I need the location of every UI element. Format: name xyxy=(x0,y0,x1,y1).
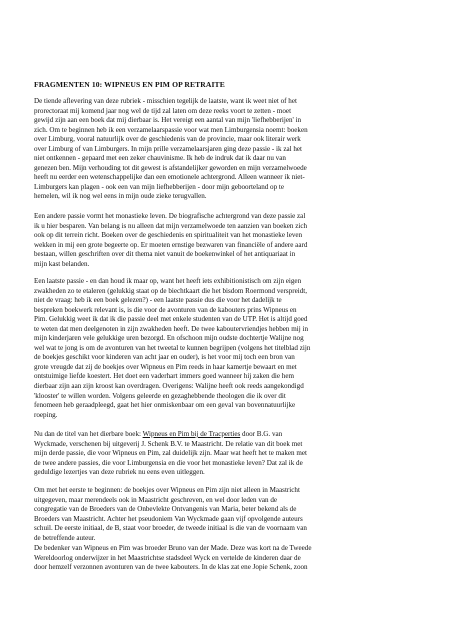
text-line: De bedenker van Wipneus en Pim was broeder Bruno van der Made. Deze was kort na de Tweede xyxy=(34,544,312,552)
text-line: niet de vraag: heb ik een boek gelezen?) - een laatste passie dus die voor het dadelijk te xyxy=(34,296,282,305)
text-line: grote vreugde dat zij de boekjes over Wipneus en Pim reeds in haar kamertje bewaart en met xyxy=(34,362,297,371)
text-line: Wyckmade, verschenen bij uitgeverij J. Schenk B.V. te Maastricht. De relatie van dit boek met xyxy=(34,439,303,448)
text-line: ook op dit terrein richt. Boeken over de geschiedenis en spiritualiteit van het monastieke leven xyxy=(34,231,303,240)
text-line: Een laatste passie - en dan houd ik maar op, want het heeft iets exhibitionistisch om zijn eigen xyxy=(34,277,302,285)
text-line: Pim. Gelukkig weet ik dat ik die passie deel met enkele studenten van de UTP. Het is altijd goed xyxy=(34,315,308,324)
text-line: prorectoraat mij komend jaar nog wel de tijd zal laten om deze reeks voort te zetten - moet xyxy=(34,106,292,115)
text-line: over Limburg of van Limburgers. In mijn prille verzamelaarsjaren ging deze passie - ik zal het xyxy=(34,144,303,153)
text-line: Wereldoorlog onderwijzer in het Maastrichtse stadsdeel Wyck en vertelde de kinderen daar de xyxy=(34,553,301,562)
text-line: niet ontkennen - gepaard met een zeker chauvinisme. Ik heb de indruk dat ik daar nu van xyxy=(34,154,286,163)
text-line: heeft nu eerder een wetenschappelijke dan een emotionele achtergrond. Alleen wanneer ik niet- xyxy=(34,173,305,182)
text-line: Broeders van Maastricht. Achter het pseudoniem Van Wyckmade gaan vijf opvolgende auteurs xyxy=(34,514,303,523)
text-line: Een andere passie vormt het monastieke leven. De biografische achtergrond van deze passie zal xyxy=(34,212,306,220)
text-line: 'klooster' te willen worden. Volgens geleerde en gezaghebbende theologen die ik over dit xyxy=(34,391,286,400)
text-line: hemelen, wil ik nog wel eens in mijn oude zieke terugvallen. xyxy=(34,192,207,201)
text-line: zich. Om te beginnen heb ik een verzamelaarspassie voor wat men Limburgensia noemt: boeken xyxy=(34,125,308,134)
text-line: mijn derde passie, die voor Wipneus en Pim, zal duidelijk zijn. Maar wat heeft het te maken met xyxy=(34,449,308,458)
text-line: de betreffende auteur. xyxy=(34,533,96,542)
paragraph-3 xyxy=(34,277,424,420)
text-line: uitgegeven, maar merendeels ook in Maastricht geschreven, en wel door leden van de xyxy=(34,495,278,504)
text-line: Nu dan de titel van het dierbare boek: Wipneus en Pim bij de Tracperties door B.G. van xyxy=(34,430,283,438)
paragraph-1 xyxy=(34,97,424,202)
paragraph-5 xyxy=(34,486,424,543)
text-line: congregatie van de Broeders van de Onbevlekte Ontvangenis van Maria, beter bekend als de xyxy=(34,505,297,514)
text-line: te weten dat men deelgenoten in zijn zwakheden heeft. De twee kaboutervriendjes hebben mij in xyxy=(34,324,308,333)
text-line: gewijd zijn aan een boek dat mij dierbaar is. Het vereigt een aantal van mijn 'liefhebberijen' in xyxy=(34,116,302,125)
text-line: over Limburg, vooral natuurlijk over de geschiedenis van de provincie, maar ook literair werk xyxy=(34,135,301,144)
paragraph-2 xyxy=(34,212,424,269)
text-line: wekken in mij een grote begeerte op. Er moeten ernstige bezwaren van financiële of andere aard xyxy=(34,240,308,249)
text-line: geduldige lezertjes van deze rubriek nu eens even uitleggen. xyxy=(34,468,205,477)
text-line: fenomeen heb geraadpleegd, gaat het hier onmiskenbaar om een geval van bovennatuurlijke xyxy=(34,401,296,410)
text-line: Limburgers kan plagen - ook een van mijn liefhebberijen - door mijn geboorteland op te xyxy=(34,182,285,191)
paragraph-4 xyxy=(34,430,424,478)
text-line: Om met het eerste te beginnen: de boekjes over Wipneus en Pim zijn niet alleen in Maastricht xyxy=(34,486,300,494)
text-line: zwakheden zo te etaleren (gelukkig staat op de biechtkaart die het bisdom Roermond verspreidt, xyxy=(34,286,308,295)
text-line: door hemzelf verzonnen avonturen van de twee kabouters. In de klas zat ene Jopie Schenk, zoon xyxy=(34,563,308,572)
text-line: mijn kinderjaren vele gelukkige uren bezorgd. En ofschoon mijn oudste dochtertje Walijne nog xyxy=(34,334,304,343)
book-title-link: Wipneus en Pim bij de Tracperties xyxy=(142,430,241,438)
text-line: de twee andere passies, die voor Limburgensia en die voor het monastieke leven? Dat zal ik de xyxy=(34,458,303,467)
text-line: de boekjes geschikt voor kinderen van acht jaar en ouder), is het voor mij toch een bron van xyxy=(34,353,295,362)
text-line: roeping. xyxy=(34,410,58,419)
paragraph-6 xyxy=(34,544,424,573)
text-line: bespreken boekwerk relevant is, is die voor de avonturen van de kabouters prins Wipneus en xyxy=(34,305,297,314)
text-line: schuil. De eerste initiaal, de B, staat voor broeder, de tweede initiaal is die van de voornaam van xyxy=(34,524,307,533)
text-line: genezen ben. Mijn verhouding tot dit gewest is afstandelijker geworden en mijn verzamelwoede xyxy=(34,163,307,172)
text-line: ik u hier besparen. Van belang is nu alleen dat mijn verzamelwoede ten aanzien van boeken zich xyxy=(34,221,308,230)
text-line: bestaan, willen geschriften over dit thema niet vanuit de boekenwinkel of het antiquariaat in xyxy=(34,250,296,259)
text-line: wel wat te jong is om de avonturen van het tweetal te kunnen begrijpen (volgens het titelblad zijn xyxy=(34,343,311,352)
text-line: ontstuimige liefde koestert. Het doet een vaderhart immers goed wanneer hij zaken die hem xyxy=(34,372,295,381)
document-title: FRAGMENTEN 10: WIPNEUS EN PIM OP RETRAITE xyxy=(34,80,225,89)
text-line: mijn kast belanden. xyxy=(34,259,90,268)
text-line: De tiende aflevering van deze rubriek - misschien tegelijk de laatste, want ik weet niet of het xyxy=(34,97,297,105)
text-line: dierbaar zijn aan zijn kroost kan overdragen. Overigens: Walijne heeft ook reeds aangekondigd xyxy=(34,382,304,391)
